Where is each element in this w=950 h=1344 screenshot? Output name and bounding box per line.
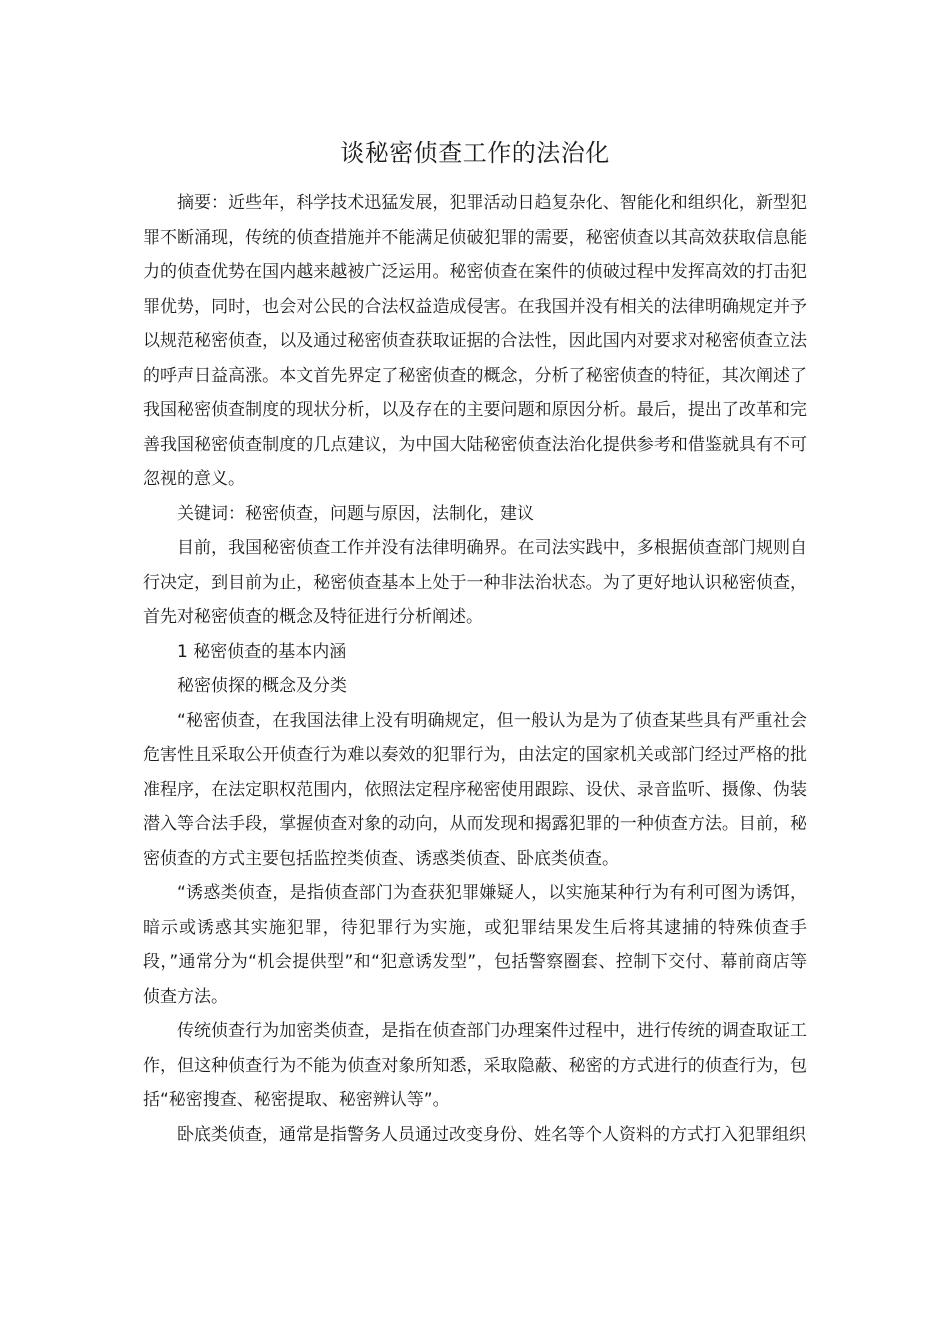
keywords-paragraph: 关键词：秘密侦查，问题与原因，法制化，建议 <box>177 503 534 524</box>
definition-paragraph: “秘密侦查，在我国法律上没有明确规定，但一般认为是为了侦查某些具有严重社会危害性且采取公开侦查行为难以奏效的犯罪行为，由法定的国家机关或部门经过严格的批准程序，在法定职权范围内，依照法定程序秘密使用跟踪、设伏、录音监听、摄像、伪装潜入等合法手段，掌握侦查对象的动向，从而发现和揭露犯罪的一种侦查方法。目前，秘密侦查的方式主要包括监控类侦查、诱惑类侦查、卧底类侦查。 <box>143 710 807 869</box>
covert-traditional-paragraph: 传统侦查行为加密类侦查，是指在侦查部门办理案件过程中，进行传统的调查取证工作，但这种侦查行为不能为侦查对象所知悉，采取隐蔽、秘密的方式进行的侦查行为，包括“秘密搜查、秘密提取、秘密辨认等”。 <box>143 1021 807 1110</box>
document-title: 谈秘密侦查工作的法治化 <box>340 139 610 167</box>
subsection-heading: 秘密侦探的概念及分类 <box>177 676 347 696</box>
abstract-paragraph: 摘要：近些年，科学技术迅猛发展，犯罪活动日趋复杂化、智能化和组织化，新型犯罪不断涌现，传统的侦查措施并不能满足侦破犯罪的需要，秘密侦查以其高效获取信息能力的侦查优势在国内越来越被广泛运用。秘密侦查在案件的侦破过程中发挥高效的打击犯罪优势，同时，也会对公民的合法权益造成侵害。在我国并没有相关的法律明确规定并予以规范秘密侦查，以及通过秘密侦查获取证据的合法性，因此国内对要求对秘密侦查立法的呼声日益高涨。本文首先界定了秘密侦查的概念，分析了秘密侦查的特征，其次阐述了我国秘密侦查制度的现状分析，以及存在的主要问题和原因分析。最后，提出了改革和完善我国秘密侦查制度的几点建议，为中国大陆秘密侦查法治化提供参考和借鉴就具有不可忽视的意义。 <box>143 193 807 489</box>
undercover-paragraph: 卧底类侦查，通常是指警务人员通过改变身份、姓名等个人资料的方式打入犯罪组织 <box>177 1124 806 1145</box>
document-body <box>143 136 807 1152</box>
inducement-paragraph: “诱惑类侦查，是指侦查部门为查获犯罪嫌疑人，以实施某种行为有利可图为诱饵，暗示或诱惑其实施犯罪，待犯罪行为实施，或犯罪结果发生后将其逮捕的特殊侦查手段，”通常分为“机会提供型”和“犯意诱发型”，包括警察圈套、控制下交付、幕前商店等侦查方法。 <box>143 883 807 1007</box>
intro-paragraph: 目前，我国秘密侦查工作并没有法律明确界。在司法实践中，多根据侦查部门规则自行决定，到目前为止，秘密侦查基本上处于一种非法治状态。为了更好地认识秘密侦查，首先对秘密侦查的概念及特征进行分析阐述。 <box>143 538 807 627</box>
section-heading: 1 秘密侦查的基本内涵 <box>177 641 347 662</box>
